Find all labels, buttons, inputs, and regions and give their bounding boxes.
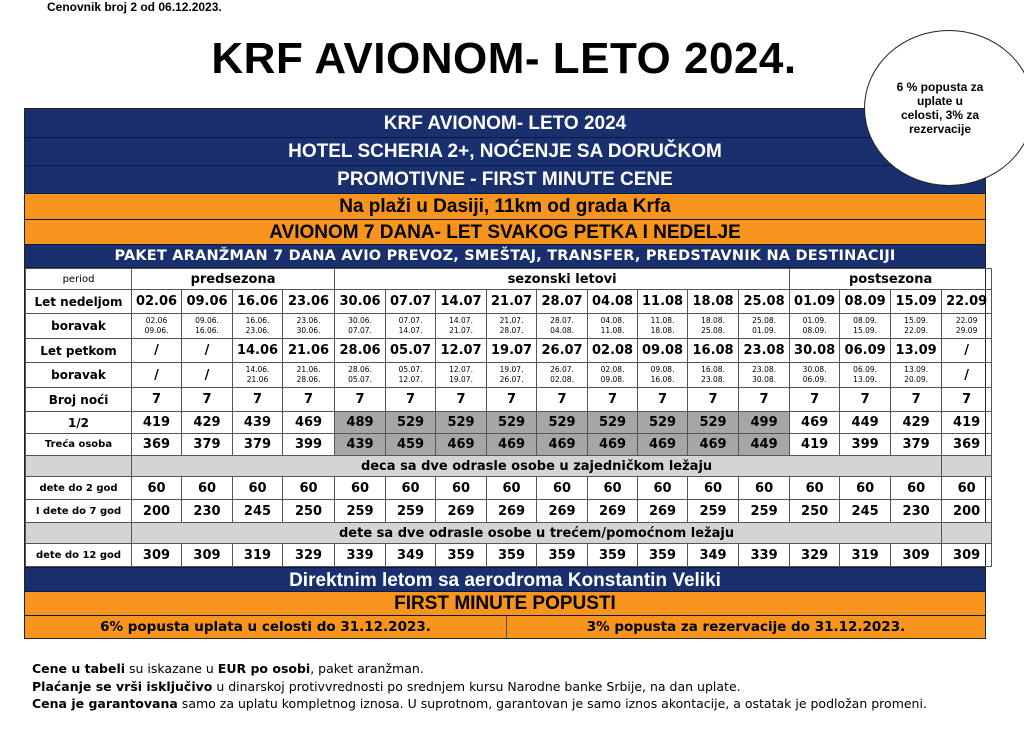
stay-date: 21.06. (296, 365, 321, 374)
band-location: Na plaži u Dasiji, 11km od grada Krfa (25, 194, 985, 220)
table-cell: 269 (588, 500, 638, 523)
table-cell: 259 (386, 500, 436, 523)
table-cell: 439 (335, 434, 386, 456)
discount-reservation: 3% popusta za rezervacije do 31.12.2023. (586, 619, 906, 635)
table-cell: 28.07 (537, 290, 588, 314)
stay-date: 16.08. (650, 375, 675, 384)
table-cell: 7 (335, 388, 386, 412)
stay-cell (790, 363, 840, 388)
stay-date: 06.09. (802, 375, 827, 384)
table-cell: 21.07 (487, 290, 537, 314)
table-cell: 369 (942, 434, 992, 456)
stay-date: 01.09. (802, 316, 827, 325)
table-cell: 399 (283, 434, 335, 456)
table-row (26, 314, 992, 339)
table-cell: 469 (688, 434, 739, 456)
table-cell: 259 (335, 500, 386, 523)
stay-cell (335, 363, 386, 388)
band-package: PAKET ARANŽMAN 7 DANA AVIO PREVOZ, SMEŠTAJ, TRANSFER, PREDSTAVNIK NA DESTINACIJI (25, 245, 985, 268)
stay-date: 09.08. (600, 375, 625, 384)
table-cell: 399 (840, 434, 891, 456)
table-cell: 23.08 (739, 339, 790, 363)
stay-date: 30.06. (296, 326, 321, 335)
notes (32, 660, 982, 713)
table-cell: 08.09 (840, 290, 891, 314)
table-cell: 7 (487, 388, 537, 412)
stay-date: 13.09. (853, 375, 878, 384)
section-child-extra-bed: dete sa dve odrasle osobe u trećem/pomoćnom ležaju (132, 523, 942, 544)
table-cell: 359 (588, 544, 638, 567)
discount-bubble-text: 6 % popusta za uplate u celosti, 3% za rezervacije (896, 80, 984, 136)
table-cell: 7 (942, 388, 992, 412)
table-row (26, 290, 992, 314)
row-label-dete-2: dete do 2 god (26, 477, 132, 500)
table-cell: 18.08 (688, 290, 739, 314)
table-cell: 60 (638, 477, 688, 500)
table-cell: 259 (739, 500, 790, 523)
stay-cell (132, 363, 182, 388)
table-cell: 06.09 (840, 339, 891, 363)
stay-date: 06.09. (853, 365, 878, 374)
stay-cell (840, 314, 891, 339)
table-cell: 7 (132, 388, 182, 412)
stay-cell (588, 314, 638, 339)
table-cell: 419 (942, 412, 992, 434)
discount-row (25, 616, 985, 638)
table-cell: 469 (436, 434, 487, 456)
stay-date: 29.09 (955, 326, 978, 335)
table-cell: 469 (638, 434, 688, 456)
section-spacer (942, 456, 992, 477)
table-row (26, 477, 992, 500)
stay-cell (739, 314, 790, 339)
stay-date: 25.08. (701, 326, 725, 335)
table-cell: 359 (638, 544, 688, 567)
stay-date: 30.08. (802, 365, 827, 374)
table-cell: 7 (891, 388, 942, 412)
stay-cell (688, 314, 739, 339)
row-label-dete-7: I dete do 7 god (26, 500, 132, 523)
table-cell: 14.07 (436, 290, 487, 314)
stay-date: 15.09. (853, 326, 878, 335)
table-row (26, 434, 992, 456)
stay-date: 16.08. (701, 365, 725, 374)
table-row (26, 363, 992, 388)
table-cell: 339 (335, 544, 386, 567)
stay-cell (283, 314, 335, 339)
table-cell: / (132, 339, 182, 363)
table-cell: 26.07 (537, 339, 588, 363)
stay-date: 15.09. (904, 316, 929, 325)
stay-date: 19.07. (499, 365, 524, 374)
table-cell: 60 (739, 477, 790, 500)
table-cell: 60 (386, 477, 436, 500)
table-cell: 469 (283, 412, 335, 434)
row-label-let-petkom: Let petkom (26, 339, 132, 363)
table-cell: 30.08 (790, 339, 840, 363)
table-cell: 07.07 (386, 290, 436, 314)
table-cell: 60 (840, 477, 891, 500)
table-cell: 60 (487, 477, 537, 500)
stay-date: 23.06. (245, 326, 270, 335)
table-cell: 309 (182, 544, 233, 567)
table-cell: 28.06 (335, 339, 386, 363)
stay-date: 16.06. (245, 316, 270, 325)
table-cell: 359 (436, 544, 487, 567)
table-cell: 02.06 (132, 290, 182, 314)
table-cell: 319 (840, 544, 891, 567)
table-cell: 369 (132, 434, 182, 456)
section-row (26, 456, 992, 477)
stay-date: 12.07. (398, 375, 423, 384)
stay-date: 09.06. (144, 326, 169, 335)
stay-cell (436, 363, 487, 388)
stay-date: / (154, 367, 159, 383)
band-first-minute: FIRST MINUTE POPUSTI (25, 592, 985, 616)
table-cell: 7 (182, 388, 233, 412)
table-cell: 60 (233, 477, 283, 500)
stay-cell (233, 314, 283, 339)
period-sezonski: sezonski letovi (335, 269, 790, 290)
stay-date: 23.06. (296, 316, 321, 325)
stay-cell (790, 314, 840, 339)
table-cell: 23.06 (283, 290, 335, 314)
stay-date: 14.06. (245, 365, 270, 374)
table-row (26, 388, 992, 412)
table-cell: 22.09 (942, 290, 992, 314)
table-cell: 12.07 (436, 339, 487, 363)
stay-cell (436, 314, 487, 339)
stay-cell (132, 314, 182, 339)
table-cell: 21.06 (283, 339, 335, 363)
table-cell: 429 (891, 412, 942, 434)
stay-cell (891, 314, 942, 339)
stay-date: 09.08. (650, 365, 675, 374)
band-hotel: HOTEL SCHERIA 2+, NOĆENJE SA DORUČKOM (25, 138, 985, 166)
table-cell: 269 (638, 500, 688, 523)
table-cell: 459 (386, 434, 436, 456)
table-cell: 7 (790, 388, 840, 412)
stay-date: 21.07. (499, 316, 524, 325)
table-cell: 359 (537, 544, 588, 567)
table-row (26, 339, 992, 363)
table-cell: 379 (891, 434, 942, 456)
table-cell: 15.09 (891, 290, 942, 314)
table-cell: 245 (233, 500, 283, 523)
row-label-boravak: boravak (26, 363, 132, 388)
table-cell: 379 (182, 434, 233, 456)
table-cell: 60 (790, 477, 840, 500)
stay-date: 22.09. (904, 326, 929, 335)
period-predsezona: predsezona (132, 269, 335, 290)
band-flight-schedule: AVIONOM 7 DANA- LET SVAKOG PETKA I NEDELJE (25, 220, 985, 245)
table-cell: / (182, 339, 233, 363)
stay-date: 28.07. (499, 326, 524, 335)
table-cell: 02.08 (588, 339, 638, 363)
table-cell: 16.06 (233, 290, 283, 314)
stay-cell (233, 363, 283, 388)
stay-date: 28.07. (550, 316, 574, 325)
table-cell: 60 (942, 477, 992, 500)
price-grid (25, 268, 992, 567)
stay-date: 20.09. (904, 375, 929, 384)
table-cell: 7 (588, 388, 638, 412)
stay-date: 26.07. (550, 365, 574, 374)
table-cell: 529 (487, 412, 537, 434)
table-cell: 379 (233, 434, 283, 456)
discount-bubble (864, 30, 1024, 186)
stay-date: 04.08. (550, 326, 574, 335)
table-cell: 269 (487, 500, 537, 523)
table-cell: 04.08 (588, 290, 638, 314)
table-cell: 319 (233, 544, 283, 567)
note-guarantee: Cena je garantovana samo za uplatu kompletnog iznosa. U suprotnom, garantovan je samo iznos akontacije, a ostatak je podložan promeni. (32, 696, 927, 711)
stay-cell (638, 314, 688, 339)
table-cell: 16.08 (688, 339, 739, 363)
stay-cell (537, 314, 588, 339)
stay-date: 30.08. (752, 375, 776, 384)
stay-cell (942, 314, 992, 339)
table-cell: 469 (537, 434, 588, 456)
stay-date: 23.08. (701, 375, 725, 384)
table-cell: 200 (942, 500, 992, 523)
stay-cell (182, 363, 233, 388)
table-cell: 60 (182, 477, 233, 500)
note-payment: Plaćanje se vrši isključivo u dinarskoj protivvrednosti po srednjem kursu Narodne banke Srbije, na dan uplate. (32, 678, 741, 694)
table-cell: 05.07 (386, 339, 436, 363)
price-list-number: Cenovnik broj 2 od 06.12.2023. (47, 0, 222, 14)
table-cell: 09.08 (638, 339, 688, 363)
table-cell: / (942, 339, 992, 363)
stay-date: 16.06. (195, 326, 219, 335)
section-row (26, 523, 992, 544)
table-cell: 419 (132, 412, 182, 434)
table-cell: 469 (790, 412, 840, 434)
stay-date: 18.08. (701, 316, 725, 325)
table-row (26, 500, 992, 523)
table-cell: 7 (739, 388, 790, 412)
stay-date: 25.08. (752, 316, 776, 325)
stay-cell (335, 314, 386, 339)
table-row (26, 544, 992, 567)
stay-date: 11.08. (600, 326, 625, 335)
table-cell: 449 (739, 434, 790, 456)
stay-cell (688, 363, 739, 388)
table-cell: 200 (132, 500, 182, 523)
table-row (26, 412, 992, 434)
table-cell: 329 (283, 544, 335, 567)
note-prices: Cene u tabeli su iskazane u EUR po osobi, paket aranžman. (32, 661, 424, 676)
section-spacer (942, 523, 992, 544)
table-cell: 13.09 (891, 339, 942, 363)
table-cell: 7 (386, 388, 436, 412)
table-cell: 259 (688, 500, 739, 523)
page-title: KRF AVIONOM- LETO 2024. (211, 34, 797, 83)
table-cell: 60 (588, 477, 638, 500)
table-cell: 529 (638, 412, 688, 434)
table-cell: 230 (891, 500, 942, 523)
band-promo: PROMOTIVNE - FIRST MINUTE CENE (25, 166, 985, 194)
row-label-dete-12: dete do 12 god (26, 544, 132, 567)
table-cell: 60 (537, 477, 588, 500)
table-cell: 309 (132, 544, 182, 567)
stay-date: 11.08. (650, 316, 675, 325)
stay-date: 30.06. (348, 316, 372, 325)
period-row (26, 269, 992, 290)
section-children-shared-bed: deca sa dve odrasle osobe u zajedničkom ležaju (132, 456, 942, 477)
stay-date: 14.07. (449, 316, 473, 325)
table-cell: 349 (688, 544, 739, 567)
stay-date: 01.09. (752, 326, 776, 335)
stay-date: 21.06 (246, 375, 269, 384)
stay-cell (638, 363, 688, 388)
table-cell: 60 (335, 477, 386, 500)
table-cell: 09.06 (182, 290, 233, 314)
section-spacer (26, 456, 132, 477)
table-cell: 230 (182, 500, 233, 523)
row-label-treca-osoba: Treća osoba (26, 434, 132, 456)
discount-full-payment: 6% popusta uplata u celosti do 31.12.2023. (25, 616, 507, 638)
table-cell: 60 (283, 477, 335, 500)
row-label-let-nedeljom: Let nedeljom (26, 290, 132, 314)
table-cell: 429 (182, 412, 233, 434)
table-cell: 250 (790, 500, 840, 523)
table-cell: 60 (132, 477, 182, 500)
table-cell: 01.09 (790, 290, 840, 314)
stay-date: 04.08. (600, 316, 625, 325)
table-cell: 7 (840, 388, 891, 412)
table-cell: 489 (335, 412, 386, 434)
row-label-boravak: boravak (26, 314, 132, 339)
stay-date: 02.08. (550, 375, 574, 384)
stay-date: 05.07. (398, 365, 423, 374)
table-cell: 529 (688, 412, 739, 434)
stay-date: 23.08. (752, 365, 776, 374)
row-label-broj-noci: Broj noći (26, 388, 132, 412)
price-table-frame (24, 108, 986, 639)
table-cell: 269 (537, 500, 588, 523)
stay-date: 02.06 (145, 316, 168, 325)
stay-date: 08.09. (853, 316, 878, 325)
table-cell: 529 (588, 412, 638, 434)
table-cell: 449 (840, 412, 891, 434)
table-cell: 469 (588, 434, 638, 456)
stay-cell (487, 363, 537, 388)
table-cell: 529 (537, 412, 588, 434)
table-cell: 7 (688, 388, 739, 412)
stay-cell (182, 314, 233, 339)
table-cell: 269 (436, 500, 487, 523)
stay-cell (840, 363, 891, 388)
stay-date: 14.07. (398, 326, 423, 335)
table-cell: 11.08 (638, 290, 688, 314)
band-direct-flight: Direktnim letom sa aerodroma Konstantin Veliki (25, 567, 985, 592)
stay-date: 07.07. (398, 316, 423, 325)
stay-cell (386, 314, 436, 339)
period-label: period (26, 269, 132, 290)
stay-date: 18.08. (650, 326, 675, 335)
table-cell: 339 (739, 544, 790, 567)
stay-cell (739, 363, 790, 388)
stay-date: 28.06. (348, 365, 372, 374)
stay-date: / (964, 367, 969, 383)
stay-cell (537, 363, 588, 388)
stay-cell (487, 314, 537, 339)
table-cell: 419 (790, 434, 840, 456)
table-cell: 499 (739, 412, 790, 434)
table-cell: 529 (386, 412, 436, 434)
stay-date: 07.07. (348, 326, 372, 335)
table-cell: 359 (487, 544, 537, 567)
section-spacer (26, 523, 132, 544)
stay-date: 21.07. (449, 326, 473, 335)
table-cell: 25.08 (739, 290, 790, 314)
stay-date: 12.07. (449, 365, 473, 374)
table-cell: 60 (688, 477, 739, 500)
table-cell: 19.07 (487, 339, 537, 363)
table-cell: 329 (790, 544, 840, 567)
stay-cell (588, 363, 638, 388)
table-cell: 30.06 (335, 290, 386, 314)
table-cell: 469 (487, 434, 537, 456)
stay-cell (891, 363, 942, 388)
stay-date: 13.09. (904, 365, 929, 374)
table-cell: 309 (942, 544, 992, 567)
table-cell: 60 (436, 477, 487, 500)
table-cell: 7 (537, 388, 588, 412)
stay-cell (283, 363, 335, 388)
band-destination: KRF AVIONOM- LETO 2024 (25, 109, 985, 138)
table-cell: 245 (840, 500, 891, 523)
stay-date: 28.06. (296, 375, 321, 384)
table-cell: 250 (283, 500, 335, 523)
period-postsezona: postsezona (790, 269, 992, 290)
table-cell: 7 (638, 388, 688, 412)
stay-cell (942, 363, 992, 388)
table-cell: 7 (283, 388, 335, 412)
row-label-half: 1/2 (26, 412, 132, 434)
stay-date: 19.07. (449, 375, 473, 384)
table-cell: 309 (891, 544, 942, 567)
stay-date: / (204, 367, 210, 383)
stay-cell (386, 363, 436, 388)
table-cell: 529 (436, 412, 487, 434)
stay-date: 02.08. (600, 365, 625, 374)
stay-date: 05.07. (348, 375, 372, 384)
table-cell: 349 (386, 544, 436, 567)
table-cell: 7 (436, 388, 487, 412)
table-cell: 439 (233, 412, 283, 434)
stay-date: 09.06. (195, 316, 219, 325)
table-cell: 60 (891, 477, 942, 500)
table-cell: 14.06 (233, 339, 283, 363)
stay-date: 26.07. (499, 375, 524, 384)
stay-date: 08.09. (802, 326, 827, 335)
stay-date: 22.09 (955, 316, 978, 325)
table-cell: 7 (233, 388, 283, 412)
